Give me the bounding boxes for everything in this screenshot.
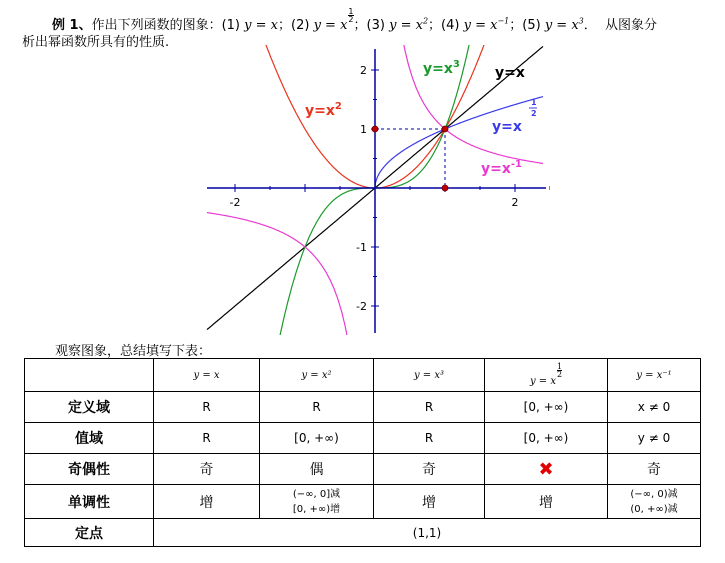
row-label: 定点 (25, 519, 154, 547)
table-cell: R (374, 423, 485, 454)
curve-labels-group (230, 59, 537, 313)
table-cell: 增 (485, 485, 608, 519)
table-header-cell-half: y = x $\frac{1}{2}$ (485, 359, 608, 392)
table-cell: (−∞, 0]减 [0, +∞)增 (260, 485, 374, 519)
y-tick-label: 2 (360, 64, 367, 77)
table-cell: x ≠ 0 (608, 392, 701, 423)
item-exponent: 2 (422, 16, 429, 26)
item-expr: y = x (313, 18, 348, 33)
table-cell-merged: (1,1) (154, 519, 701, 547)
exponent-fraction: $\frac{1}{2}$ (348, 7, 354, 24)
item-sep: ； (353, 18, 367, 33)
properties-table (24, 358, 701, 547)
row-label: 值域 (25, 423, 154, 454)
label-half-denominator: 2 (531, 109, 537, 118)
axes-group (205, 49, 550, 333)
item-num: (3) (366, 18, 385, 33)
curve-y-x-inverse-neg (207, 213, 348, 335)
table-cell: [0, +∞) (485, 392, 608, 423)
table-cell: 偶 (260, 454, 374, 485)
curve-y-x-half (375, 97, 543, 188)
problem-intro: 作出下列函数的图象： (91, 18, 222, 33)
item-expr: y = x (389, 18, 423, 33)
item-exponent: −1 (497, 16, 510, 26)
item-expr: y = x (544, 18, 579, 33)
label-half-numerator: 1 (531, 98, 537, 107)
table-header-cell: y = x² (260, 359, 374, 392)
table-cell: 增 (154, 485, 260, 519)
item-expr: y = x (463, 18, 498, 33)
item-num: (2) (291, 18, 310, 33)
item-num: (4) (441, 18, 460, 33)
y-tick-label: -1 (356, 241, 367, 254)
item-num: (5) (522, 18, 541, 33)
label-y-x-half: y=x (492, 119, 522, 135)
table-row (25, 423, 701, 454)
problem-label: 例 1、 (52, 18, 92, 33)
table-row (25, 519, 701, 547)
table-cell: R (154, 392, 260, 423)
label-y-x-squared: $y=x^2$ (305, 101, 342, 119)
item-sep: ； (278, 18, 292, 33)
item-exponent: 3 (578, 16, 584, 26)
table-header-cell: y = x⁻¹ (608, 359, 701, 392)
table-header-row (25, 359, 701, 392)
problem-line-1 (52, 8, 657, 33)
row-label: 定义域 (25, 392, 154, 423)
row-label: 奇偶性 (25, 454, 154, 485)
label-y-x: y=x (495, 65, 525, 81)
label-y-x-inverse: $y=x^{-1}$ (481, 159, 522, 177)
table-row (25, 454, 701, 485)
row-label: 单调性 (25, 485, 154, 519)
cross-mark-icon: ✖ (485, 454, 608, 485)
y-tick-label: -2 (356, 300, 367, 313)
table-corner-cell (25, 359, 154, 392)
table-cell: R (374, 392, 485, 423)
table-cell: 增 (374, 485, 485, 519)
x-tick-label: -2 (229, 196, 241, 209)
table-cell: R (260, 392, 374, 423)
table-cell: R (154, 423, 260, 454)
table-cell: [0, +∞) (485, 423, 608, 454)
y-tick-label: 1 (360, 123, 367, 136)
item-expr: y = x (244, 18, 278, 33)
point-marker (372, 126, 378, 132)
observe-instruction: 观察图象，总结填写下表： (55, 344, 212, 359)
item-sep: ； (428, 18, 442, 33)
x-tick-label: 2 (511, 196, 519, 209)
table-cell: 奇 (608, 454, 701, 485)
table-header-cell: y = x (154, 359, 260, 392)
problem-line-2: 析出幂函数所具有的性质. (22, 35, 170, 50)
table-cell: (−∞, 0)减 (0, +∞)减 (608, 485, 701, 519)
table-cell: 奇 (374, 454, 485, 485)
item-sep: ； (509, 18, 523, 33)
table-cell: y ≠ 0 (608, 423, 701, 454)
table-header-cell: y = x³ (374, 359, 485, 392)
table-row (25, 392, 701, 423)
function-graph (205, 45, 550, 335)
item-num: (1) (221, 18, 241, 33)
point-marker (442, 185, 448, 191)
problem-tail: 从图象分 (605, 18, 658, 33)
label-y-x-cubed: $y=x^3$ (423, 59, 460, 77)
table-cell: 奇 (154, 454, 260, 485)
table-row (25, 485, 701, 519)
table-cell: [0, +∞) (260, 423, 374, 454)
point-marker (442, 126, 448, 132)
item-sep: ． (583, 18, 597, 33)
